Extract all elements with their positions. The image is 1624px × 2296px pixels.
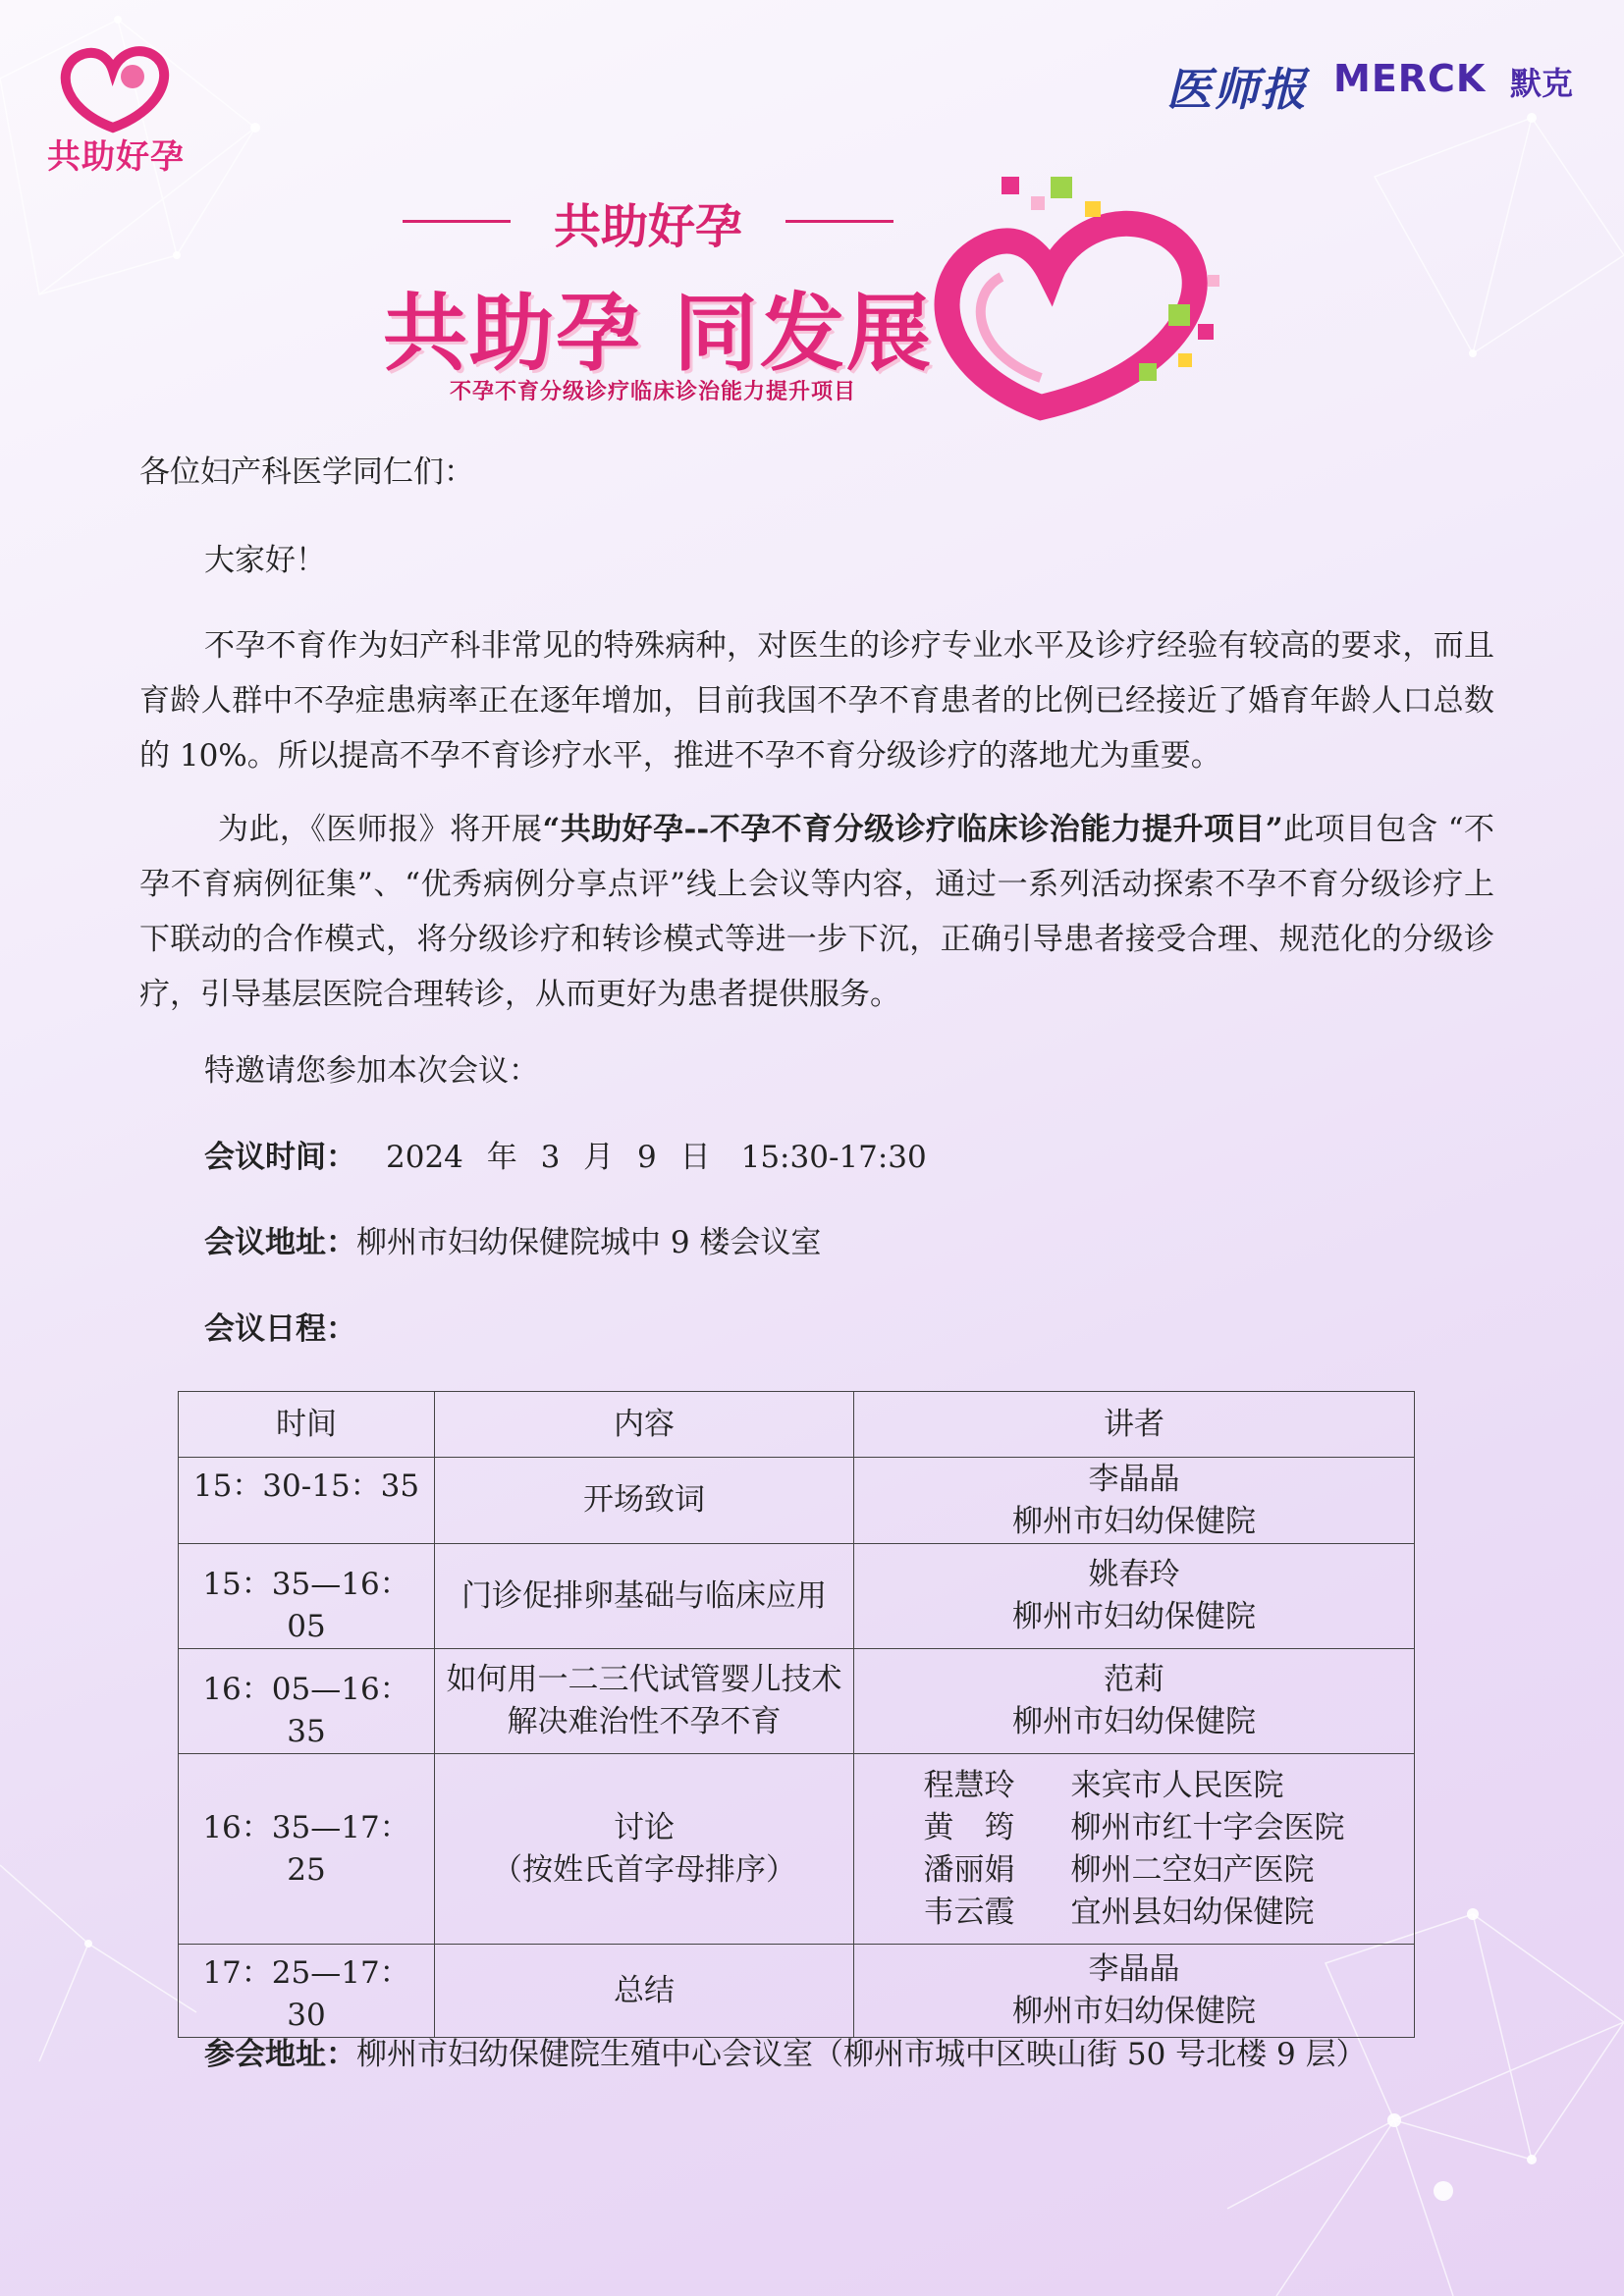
speaker-org: 柳州市妇幼保健院 — [1012, 1599, 1256, 1634]
speaker-org: 柳州市妇幼保健院 — [1012, 1994, 1256, 2029]
meeting-time-value: 2024 年 3 月 9 日 15:30-17:30 — [386, 1140, 927, 1175]
row-content: 总结 — [435, 1945, 854, 2038]
meeting-location — [204, 1217, 821, 1261]
intro-paragraph: 不孕不育作为妇产科非常见的特殊病种，对医生的诊疗专业水平及诊疗经验有较高的要求，而且育龄人群中不孕症患病率正在逐年增加，目前我国不孕不育患者的比例已经接近了婚育年龄人口总数的 10%。所以提高不孕不育诊疗水平，推进不孕不育分级诊疗的落地尤为重要。 — [139, 628, 1494, 774]
project-banner — [383, 167, 1267, 422]
row-content: 门诊促排卵基础与临床应用 — [435, 1544, 854, 1649]
header-speaker: 讲者 — [854, 1392, 1415, 1458]
panelist — [924, 1807, 1345, 1849]
row-time: 16：05—16：35 — [179, 1649, 435, 1754]
row-content: 开场致词 — [435, 1458, 854, 1544]
heart-logo-icon — [39, 39, 187, 137]
venue-address-value: 柳州市妇幼保健院生殖中心会议室（柳州市城中区映山街 50 号北楼 9 层） — [356, 2037, 1367, 2072]
panelist — [924, 1849, 1345, 1892]
row-panel — [854, 1754, 1415, 1945]
meeting-time — [204, 1132, 927, 1176]
venue-address-label: 参会地址： — [204, 2037, 356, 2072]
panelist-org: 柳州市红十字会医院 — [1070, 1809, 1345, 1845]
panelist-list — [924, 1765, 1345, 1934]
panelist-name: 程慧玲 — [923, 1767, 1015, 1803]
panelist-org: 宜州县妇幼保健院 — [1070, 1894, 1315, 1930]
project-name: “共助好孕--不孕不育分级诊疗临床诊治能力提升项目” — [542, 812, 1283, 847]
panelist-name: 黄 筠 — [923, 1809, 1015, 1845]
speaker-name: 范莉 — [1104, 1662, 1164, 1697]
meeting-location-label: 会议地址： — [204, 1225, 356, 1260]
row-speaker — [854, 1544, 1415, 1649]
speaker-org: 柳州市妇幼保健院 — [1012, 1704, 1256, 1739]
row-time: 15：35—16：05 — [179, 1544, 435, 1649]
yishibao-logo: 医师报 — [1166, 63, 1308, 116]
gongzhu-haoyun-logo — [39, 39, 187, 177]
banner-subtitle: 共助好孕 — [432, 188, 864, 256]
invitation-line: 特邀请您参加本次会议： — [204, 1053, 539, 1089]
row-content: 如何用一二三代试管婴儿技术解决难治性不孕不育 — [435, 1649, 854, 1754]
salutation: 各位妇产科医学同仁们： — [139, 454, 474, 490]
header-content: 内容 — [435, 1392, 854, 1458]
meeting-agenda-heading — [204, 1304, 356, 1348]
discussion-title: 讨论 — [614, 1809, 675, 1845]
project-paragraph-rest: 此项目包含 “不孕不育病例征集”、“优秀病例分享点评”线上会议等内容，通过一系列活动探索不孕不育分级诊疗上下联动的合作模式，将分级诊疗和转诊模式等进一步下沉，正确引导患者接受合理、规范化的分级诊疗，引导基层医院合理转诊，从而更好为患者提供服务。 — [139, 812, 1494, 1012]
table-row — [179, 1458, 1415, 1544]
banner-tagline: 不孕不育分级诊疗临床诊治能力提升项目 — [450, 380, 857, 404]
speaker-name: 李晶晶 — [1088, 1951, 1180, 1987]
row-content — [435, 1754, 854, 1945]
header-time: 时间 — [179, 1392, 435, 1458]
merck-logo: MERCK — [1333, 57, 1487, 100]
panelist-name: 韦云霞 — [923, 1894, 1015, 1930]
panelist-name: 潘丽娟 — [923, 1851, 1015, 1888]
logo-left-label: 共助好孕 — [47, 137, 185, 177]
speaker-name: 李晶晶 — [1088, 1461, 1180, 1497]
agenda-header-row — [179, 1392, 1415, 1458]
banner-title: 共助孕 同发展 — [383, 285, 933, 383]
table-row — [179, 1544, 1415, 1649]
meeting-location-value: 柳州市妇幼保健院城中 9 楼会议室 — [356, 1225, 822, 1260]
row-time: 15：30-15：35 — [179, 1458, 435, 1544]
row-speaker — [854, 1649, 1415, 1754]
row-time: 17：25—17：30 — [179, 1945, 435, 2038]
greeting: 大家好！ — [204, 543, 326, 578]
speaker-org: 柳州市妇幼保健院 — [1012, 1503, 1256, 1539]
project-paragraph-lead: 为此，《医师报》将开展 — [218, 812, 543, 847]
row-time: 16：35—17：25 — [179, 1754, 435, 1945]
merck-cn-logo: 默克 — [1510, 65, 1574, 102]
heart-swirl-icon — [893, 167, 1247, 422]
table-row — [179, 1649, 1415, 1754]
row-speaker — [854, 1945, 1415, 2038]
project-paragraph — [139, 802, 1494, 1022]
panelist — [924, 1892, 1345, 1934]
agenda-table — [178, 1391, 1415, 2038]
discussion-note: （按姓氏首字母排序） — [492, 1851, 796, 1888]
speaker-name: 姚春玲 — [1088, 1557, 1180, 1592]
meeting-time-label: 会议时间： — [204, 1140, 356, 1175]
panelist — [924, 1765, 1345, 1807]
venue-address — [204, 2029, 1367, 2073]
table-row — [179, 1945, 1415, 2038]
row-speaker — [854, 1458, 1415, 1544]
meeting-agenda-label: 会议日程： — [204, 1311, 356, 1347]
panelist-org: 柳州二空妇产医院 — [1070, 1851, 1315, 1888]
panelist-org: 来宾市人民医院 — [1070, 1767, 1284, 1803]
table-row — [179, 1754, 1415, 1945]
